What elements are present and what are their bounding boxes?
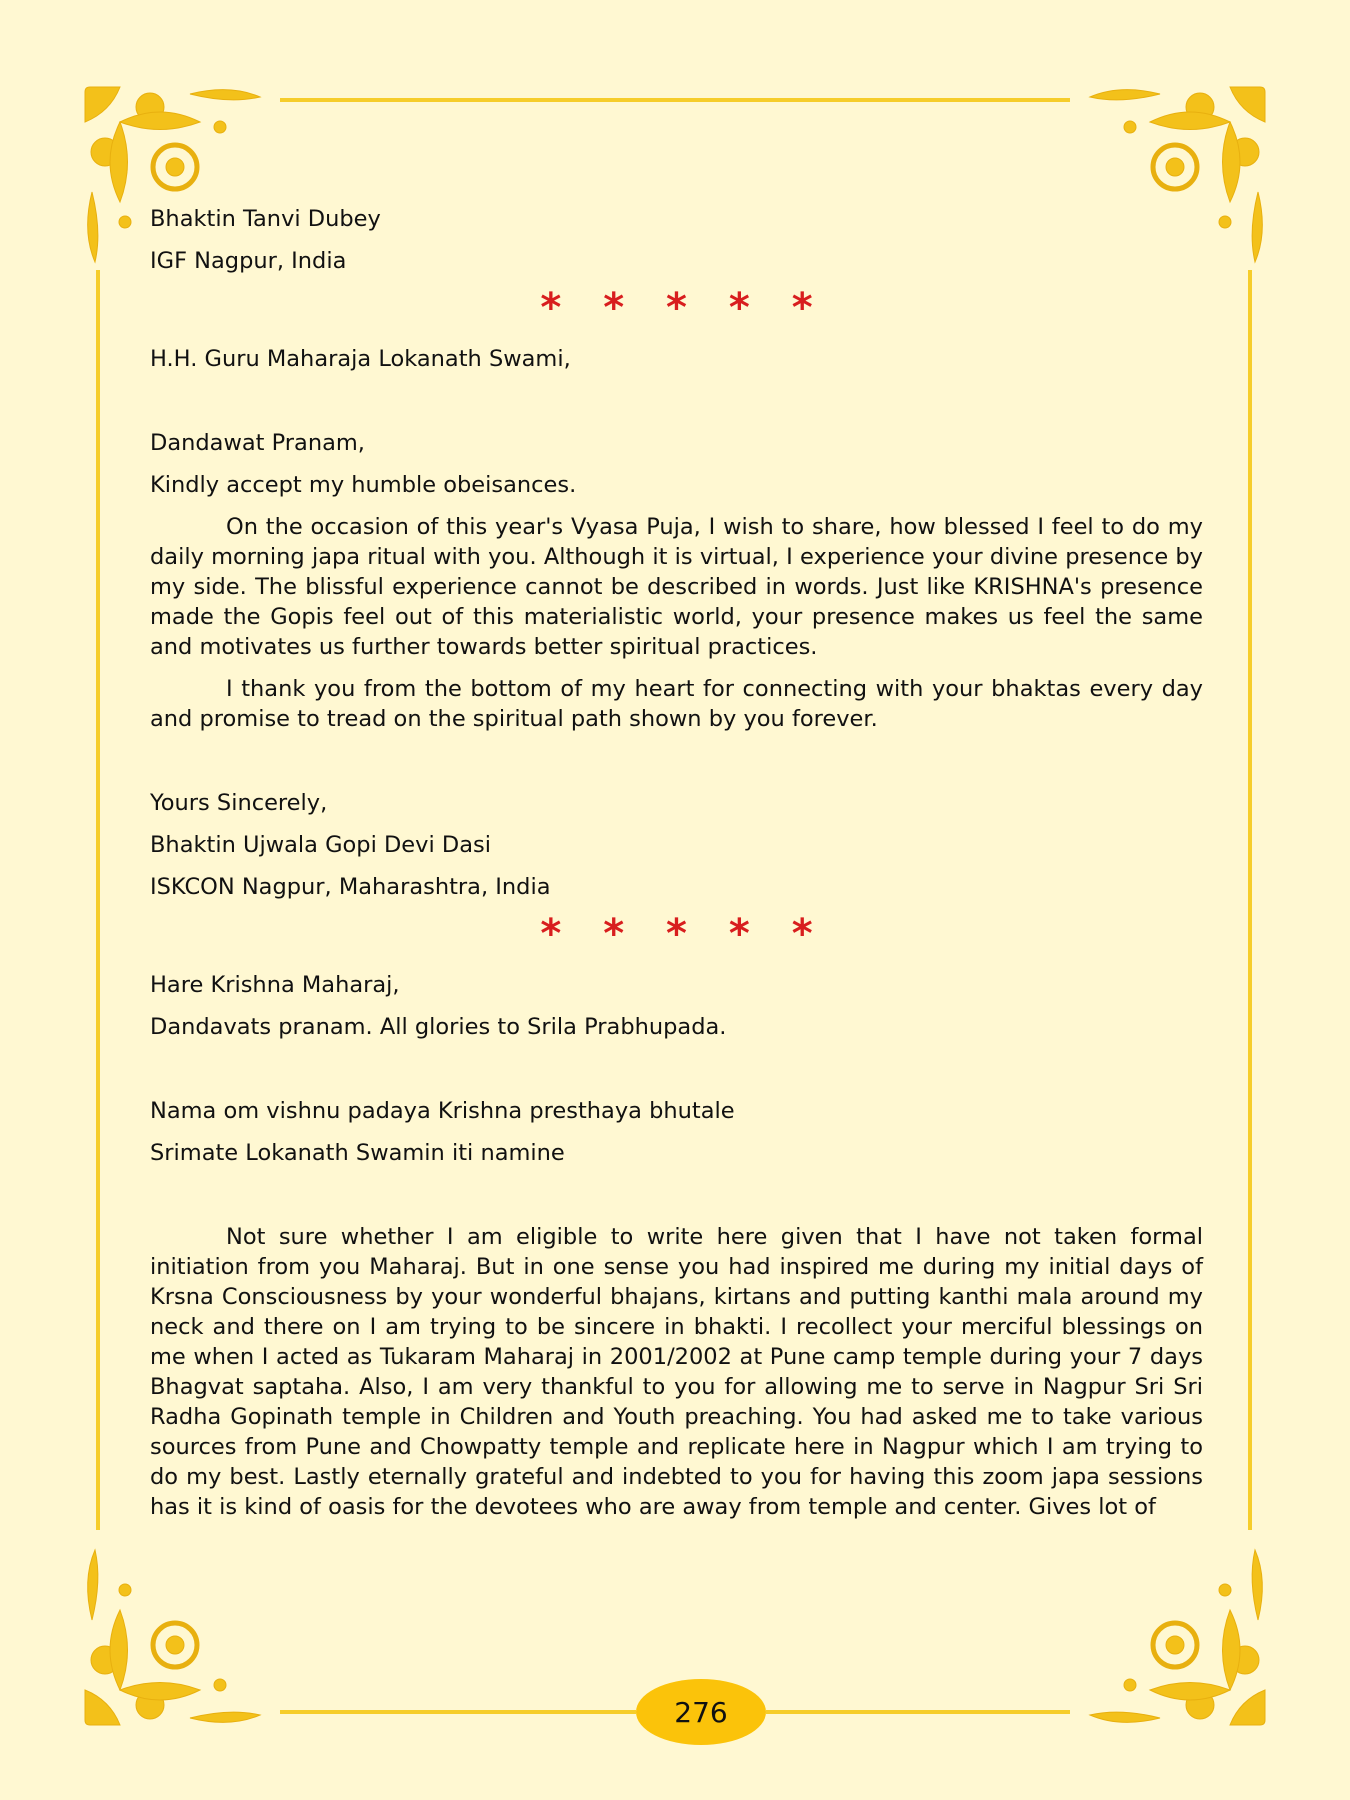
border-right (1248, 270, 1252, 1530)
page-content (150, 204, 1203, 1534)
letter2-signature-location: ISKCON Nagpur, Maharashtra, India (150, 874, 551, 900)
corner-ornament-bottom-left-icon (80, 1530, 280, 1730)
letter2-paragraph: I thank you from the bottom of my heart for connecting with your bhaktas every day and promise to tread on the spiritual path shown by you forever. (150, 676, 1203, 732)
letter3-salutation: Hare Krishna Maharaj, (150, 972, 400, 998)
letter1-signature-location: IGF Nagpur, India (150, 248, 347, 274)
page-number-badge (636, 1679, 766, 1745)
border-bottom-right (766, 1710, 1070, 1714)
border-bottom (280, 1710, 636, 1714)
separator-stars: * * * * * (540, 911, 827, 957)
letter2-greeting: Dandawat Pranam, (150, 430, 365, 456)
border-top (280, 98, 1070, 102)
border-left (96, 270, 100, 1530)
letter2-paragraph: On the occasion of this year's Vyasa Puja, I wish to share, how blessed I feel to do my daily morning japa ritual with you. Although it is virtual, I experience your divine presence by my side. The blissful experience cannot be described in words. Just like KRISHNA's presence made the Gopis feel out of this materialistic world, your presence makes us feel the same and motivates us further towards better spiritual practices. (150, 514, 1203, 660)
separator-stars: * * * * * (540, 285, 827, 331)
letter2-obeisance: Kindly accept my humble obeisances. (150, 472, 577, 498)
letter3-greeting: Dandavats pranam. All glories to Srila Prabhupada. (150, 1014, 727, 1040)
letter2-closing: Yours Sincerely, (150, 790, 328, 816)
letter3-prayer-line: Srimate Lokanath Swamin iti namine (150, 1140, 565, 1166)
letter2-salutation: H.H. Guru Maharaja Lokanath Swami, (150, 346, 571, 372)
page-number: 276 (674, 1695, 728, 1729)
corner-ornament-bottom-right-icon (1070, 1530, 1270, 1730)
letter3-prayer-line: Nama om vishnu padaya Krishna presthaya bhutale (150, 1098, 735, 1124)
letter2-signature-name: Bhaktin Ujwala Gopi Devi Dasi (150, 832, 491, 858)
letter1-signature-name: Bhaktin Tanvi Dubey (150, 206, 381, 232)
letter3-paragraph: Not sure whether I am eligible to write here given that I have not taken formal initiation from you Maharaj. But in one sense you had inspired me during my initial days of Krsna Consciousness by your wonderful bhajans, kirtans and putting kanthi mala around my neck and there on I am trying to be sincere in bhakti. I recollect your merciful blessings on me when I acted as Tukaram Maharaj in 2001/2002 at Pune camp temple during your 7 days Bhagvat saptaha. Also, I am very thankful to you for allowing me to serve in Nagpur Sri Sri Radha Gopinath temple in Children and Youth preaching. You had asked me to take various sources from Pune and Chowpatty temple and replicate here in Nagpur which I am trying to do my best. Lastly eternally grateful and indebted to you for having this zoom japa sessions has it is kind of oasis for the devotees who are away from temple and center. Gives lot of (150, 1224, 1203, 1520)
